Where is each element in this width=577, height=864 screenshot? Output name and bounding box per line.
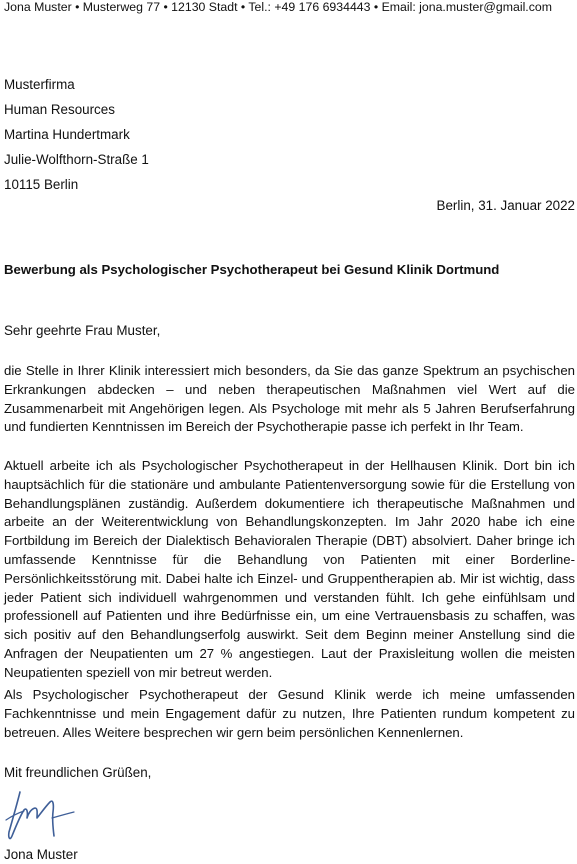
signer-name: Jona Muster [4,847,78,862]
handwritten-signature-icon [4,786,94,850]
recipient-name: Martina Hundertmark [4,127,130,142]
salutation: Sehr geehrte Frau Muster, [4,323,161,338]
letter-date: Berlin, 31. Januar 2022 [436,198,575,213]
letter-subject: Bewerbung als Psychologischer Psychotherapeut bei Gesund Klinik Dortmund [4,262,500,277]
closing-phrase: Mit freundlichen Grüßen, [4,765,152,780]
recipient-city: 10115 Berlin [4,177,79,192]
sender-contact-line: Jona Muster • Musterweg 77 • 12130 Stadt • Tel.: +49 176 6934443 • Email: jona.muster@gmail.com [4,0,552,14]
recipient-department: Human Resources [4,102,115,117]
recipient-company: Musterfirma [4,77,75,92]
recipient-address-block [4,72,149,197]
recipient-street: Julie-Wolfthorn-Straße 1 [4,152,149,167]
body-paragraph-experience: Aktuell arbeite ich als Psychologischer Psychotherapeut in der Hellhausen Klinik. Dort bin ich hauptsächlich für die stationäre und ambulante Patientenversorgung sowie für die Erstellung von Behandlungsplänen zuständig. Außerdem dokumentiere ich therapeutische Maßnahmen und arbeite an der Weiterentwicklung von Behandlungskonzepten. Im Jahr 2020 habe ich eine Fortbildung im Bereich der Dialektisch Behavioralen Therapie (DBT) absolviert. Daher bringe ich umfassende Kenntnisse für die Behandlung von Patienten mit einer Borderline-Persönlichkeitsstörung mit. Dabei halte ich Einzel- und Gruppentherapien ab. Mir ist wichtig, dass jeder Patient sich individuell wahrgenommen und verstanden fühlt. Ich gehe einfühlsam und professionell auf Patienten und ihre Bedürfnisse ein, um eine Vertrauensbasis zu schaffen, was sich positiv auf den Behandlungserfolg auswirkt. Seit dem Beginn meiner Anstellung sind die Anfragen der Neupatienten um 27 % angestiegen. Laut der Praxisleitung wollen die meisten Neupatienten speziell von mir betreut werden. [4,458,575,680]
body-paragraph-intro: die Stelle in Ihrer Klinik interessiert mich besonders, da Sie das ganze Spektrum an psychischen Erkrankungen abdecken – und neben therapeutischen Maßnahmen viel Wert auf die Zusammenarbeit mit Angehörigen legen. Als Psychologe mit mehr als 5 Jahren Berufserfahrung und fundierten Kenntnissen im Bereich der Psychotherapie passe ich perfekt in Ihr Team. [4,363,575,435]
body-paragraph-closing: Als Psychologischer Psychotherapeut der Gesund Klinik werde ich meine umfassenden Fachkenntnisse und mein Engagement dafür zu nutzen, Ihre Patienten rundum kompetent zu betreuen. Alles Weitere besprechen wir gern beim persönlichen Kennenlernen. [4,687,575,740]
